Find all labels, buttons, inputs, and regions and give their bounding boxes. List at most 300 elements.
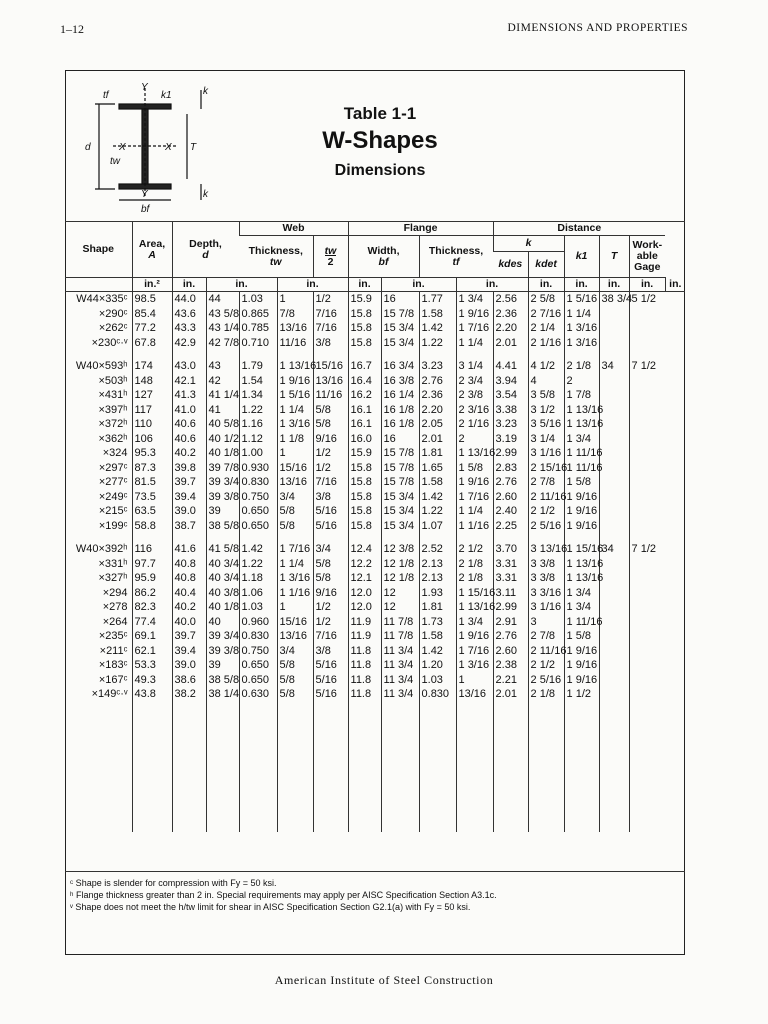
value-cell: 7/16 [313, 321, 348, 336]
value-cell: 58.8 [132, 519, 172, 534]
value-cell: 69.1 [132, 629, 172, 644]
shape-cell: ×167ᶜ [98, 673, 128, 686]
w-shape-diagram [75, 80, 215, 215]
shape-cell: ×230ᶜ·ᵛ [91, 336, 128, 349]
value-cell: 40 3/8 [206, 586, 239, 601]
value-cell: 15.8 [348, 336, 381, 351]
value-cell: 11 3/4 [381, 644, 419, 659]
value-cell: 5/8 [277, 658, 313, 673]
value-cell: 1 3/16 [564, 321, 599, 336]
value-cell: 148 [132, 374, 172, 389]
value-cell: 1/2 [313, 292, 348, 307]
value-cell: 3 3/8 [528, 557, 564, 572]
value-cell: 15 7/8 [381, 307, 419, 322]
value-cell: 82.3 [132, 600, 172, 615]
value-cell: 1.07 [419, 519, 456, 534]
col-flange-thickness: Thickness, tf [419, 236, 493, 278]
value-cell [629, 600, 665, 615]
value-cell: 2.05 [419, 417, 456, 432]
value-cell: 4 [528, 374, 564, 389]
value-cell: 2 1/4 [528, 321, 564, 336]
value-cell: 2.01 [419, 432, 456, 447]
shape-cell: W40×593ʰ [75, 360, 128, 372]
value-cell: 39.4 [172, 644, 206, 659]
value-cell: 1 9/16 [564, 644, 599, 659]
value-cell: 1 13/16 [456, 600, 493, 615]
value-cell: 2.13 [419, 557, 456, 572]
value-cell: 12 [381, 600, 419, 615]
value-cell [629, 504, 665, 519]
value-cell: 0.930 [239, 461, 277, 476]
value-cell: 1 3/16 [456, 658, 493, 673]
value-cell: 1 3/16 [277, 417, 313, 432]
value-cell: 2 7/8 [528, 629, 564, 644]
value-cell: 3 1/16 [528, 446, 564, 461]
value-cell: 1 7/16 [456, 321, 493, 336]
value-cell: 16 1/4 [381, 388, 419, 403]
value-cell: 39.0 [172, 504, 206, 519]
value-cell: 43.8 [132, 687, 172, 702]
unit-cell: in. [456, 278, 528, 292]
value-cell: 15.8 [348, 504, 381, 519]
value-cell [599, 557, 629, 572]
value-cell: 81.5 [132, 475, 172, 490]
value-cell: 11.8 [348, 673, 381, 688]
value-cell: 2 1/8 [456, 557, 493, 572]
value-cell: 53.3 [132, 658, 172, 673]
value-cell: 1.18 [239, 571, 277, 586]
value-cell [629, 336, 665, 351]
table-row [65, 557, 685, 572]
table-row [65, 571, 685, 586]
table-row [65, 403, 685, 418]
value-cell: 16 3/4 [381, 359, 419, 374]
value-cell: 3.31 [493, 557, 528, 572]
value-cell: 1 7/16 [277, 542, 313, 557]
value-cell: 1 9/16 [456, 475, 493, 490]
table-row [65, 586, 685, 601]
value-cell: 40 1/8 [206, 446, 239, 461]
value-cell [599, 673, 629, 688]
value-cell: 15 7/8 [381, 475, 419, 490]
value-cell: 39 [206, 658, 239, 673]
value-cell: 11.8 [348, 687, 381, 702]
value-cell: 62.1 [132, 644, 172, 659]
value-cell: 34 [599, 542, 629, 557]
value-cell: 1 [277, 292, 313, 307]
value-cell: 43 1/4 [206, 321, 239, 336]
value-cell: 2.91 [493, 615, 528, 630]
value-cell: 1.54 [239, 374, 277, 389]
value-cell: 41.6 [172, 542, 206, 557]
value-cell: 3/8 [313, 336, 348, 351]
value-cell: 11 3/4 [381, 687, 419, 702]
value-cell: 41.3 [172, 388, 206, 403]
table-label: Table 1-1 [343, 104, 417, 123]
value-cell: 1.03 [239, 600, 277, 615]
value-cell: 11.8 [348, 644, 381, 659]
footnote-rule [65, 871, 685, 872]
value-cell: 16 1/8 [381, 403, 419, 418]
value-cell: 1 5/8 [564, 475, 599, 490]
value-cell: 12.1 [348, 571, 381, 586]
value-cell: 3 13/16 [528, 542, 564, 557]
value-cell [629, 519, 665, 534]
value-cell: 3.94 [493, 374, 528, 389]
unit-cell: in. [348, 278, 381, 292]
value-cell: 15.8 [348, 490, 381, 505]
value-cell: 42.1 [172, 374, 206, 389]
value-cell: 15 3/4 [381, 321, 419, 336]
value-cell: 1 9/16 [456, 307, 493, 322]
value-cell: 1 13/16 [277, 359, 313, 374]
shape-cell: ×362ʰ [98, 432, 128, 445]
value-cell: 0.865 [239, 307, 277, 322]
unit-cell: in. [665, 278, 685, 292]
value-cell [629, 403, 665, 418]
value-cell: 1 9/16 [564, 673, 599, 688]
shape-cell: ×294 [102, 586, 128, 599]
value-cell: 2 15/16 [528, 461, 564, 476]
footnote-flange-thickness: ʰ Flange thickness greater than 2 in. Special requirements may apply per AISC Specification Section A3.1c. [70, 890, 497, 900]
table-row [65, 374, 685, 389]
group-separator [65, 702, 685, 832]
value-cell: 1/2 [313, 461, 348, 476]
value-cell: 15.8 [348, 475, 381, 490]
value-cell: 117 [132, 403, 172, 418]
value-cell [599, 615, 629, 630]
value-cell: 43 [206, 359, 239, 374]
shape-cell: ×211ᶜ [99, 644, 128, 657]
value-cell [629, 388, 665, 403]
col-area: Area, A [132, 222, 172, 278]
value-cell: 2.40 [493, 504, 528, 519]
value-cell: 1.03 [239, 292, 277, 307]
diagram-label-k-top: k [203, 86, 208, 97]
value-cell: 39 [206, 504, 239, 519]
value-cell: 2 11/16 [528, 490, 564, 505]
value-cell: 3.19 [493, 432, 528, 447]
value-cell: 16.4 [348, 374, 381, 389]
unit-cell-shape [65, 278, 132, 292]
col-tw-half: tw 2 [313, 236, 348, 278]
shape-cell: ×215ᶜ [98, 505, 128, 517]
value-cell: 1.79 [239, 359, 277, 374]
value-cell: 16 3/8 [381, 374, 419, 389]
value-cell: 12.0 [348, 586, 381, 601]
value-cell: 38 5/8 [206, 673, 239, 688]
value-cell [629, 417, 665, 432]
shape-cell: W40×392ʰ [75, 543, 128, 555]
value-cell [599, 446, 629, 461]
table-row [65, 359, 685, 374]
shape-cell: ×331ʰ [98, 557, 128, 570]
value-cell: 1 13/16 [564, 571, 599, 586]
value-cell: 5/8 [313, 557, 348, 572]
value-cell: 2.36 [493, 307, 528, 322]
value-cell: 9/16 [313, 432, 348, 447]
col-t: T [599, 236, 629, 278]
value-cell: 1/2 [313, 615, 348, 630]
value-cell: 5/8 [277, 504, 313, 519]
value-cell: 13/16 [313, 374, 348, 389]
value-cell: 39.7 [172, 629, 206, 644]
value-cell: 39 3/4 [206, 475, 239, 490]
value-cell: 2.01 [493, 336, 528, 351]
value-cell: 2 1/8 [564, 359, 599, 374]
value-cell: 16.0 [348, 432, 381, 447]
value-cell [599, 586, 629, 601]
value-cell [599, 388, 629, 403]
value-cell: 4 1/2 [528, 359, 564, 374]
value-cell [629, 446, 665, 461]
value-cell: 2.83 [493, 461, 528, 476]
diagram-label-x-right: X [165, 142, 172, 153]
value-cell: 1 11/16 [564, 615, 599, 630]
value-cell: 3 1/16 [528, 600, 564, 615]
value-cell: 116 [132, 542, 172, 557]
value-cell: 0.830 [239, 629, 277, 644]
value-cell: 16.7 [348, 359, 381, 374]
value-cell: 11/16 [313, 388, 348, 403]
value-cell: 73.5 [132, 490, 172, 505]
shape-cell: ×397ʰ [98, 403, 128, 416]
value-cell: 40.2 [172, 446, 206, 461]
value-cell: 2 1/8 [456, 571, 493, 586]
value-cell: 16.2 [348, 388, 381, 403]
value-cell: 1.58 [419, 629, 456, 644]
value-cell [599, 600, 629, 615]
value-cell: 2 1/2 [528, 658, 564, 673]
value-cell: 1.42 [419, 490, 456, 505]
diagram-label-k1: k1 [161, 90, 172, 101]
unit-cell: in. [277, 278, 348, 292]
value-cell: 1.58 [419, 307, 456, 322]
value-cell: 3/4 [313, 542, 348, 557]
table-row [65, 504, 685, 519]
value-cell: 2.99 [493, 446, 528, 461]
value-cell: 98.5 [132, 292, 172, 307]
value-cell: 16 1/8 [381, 417, 419, 432]
value-cell: 12.4 [348, 542, 381, 557]
col-web: Web [239, 222, 348, 236]
shape-cell: ×290ᶜ [98, 307, 128, 320]
value-cell: 3 5/16 [528, 417, 564, 432]
value-cell: 39 3/8 [206, 490, 239, 505]
col-web-thickness: Thickness, tw [239, 236, 313, 278]
value-cell: 1 [456, 673, 493, 688]
value-cell: 0.650 [239, 658, 277, 673]
value-cell: 1 13/16 [456, 446, 493, 461]
value-cell: 0.750 [239, 490, 277, 505]
value-cell: 0.785 [239, 321, 277, 336]
value-cell: 5/8 [313, 417, 348, 432]
value-cell: 2.76 [493, 475, 528, 490]
table-row [65, 475, 685, 490]
value-cell: 12 3/8 [381, 542, 419, 557]
value-cell: 15/16 [313, 359, 348, 374]
value-cell: 2 [456, 432, 493, 447]
value-cell: 13/16 [277, 629, 313, 644]
value-cell: 2.13 [419, 571, 456, 586]
diagram-label-x-left: X [119, 142, 126, 153]
value-cell: 40.6 [172, 417, 206, 432]
value-cell: 1 9/16 [564, 504, 599, 519]
value-cell: 1 15/16 [456, 586, 493, 601]
shape-cell: ×277ᶜ [98, 476, 128, 488]
value-cell: 110 [132, 417, 172, 432]
value-cell: 1 [277, 600, 313, 615]
value-cell: 3/4 [277, 644, 313, 659]
shape-cell: ×262ᶜ [98, 322, 128, 334]
unit-cell: in. [172, 278, 206, 292]
diagram-label-d: d [85, 142, 91, 153]
value-cell: 11.9 [348, 629, 381, 644]
table-subtitle: Dimensions [334, 162, 426, 179]
value-cell: 5/16 [313, 504, 348, 519]
value-cell: 1 11/16 [564, 446, 599, 461]
value-cell: 2 3/16 [456, 403, 493, 418]
value-cell: 3 1/4 [528, 432, 564, 447]
value-cell: 0.710 [239, 336, 277, 351]
value-cell: 5/16 [313, 687, 348, 702]
value-cell: 15.9 [348, 446, 381, 461]
value-cell: 1.42 [419, 644, 456, 659]
value-cell: 4.41 [493, 359, 528, 374]
value-cell: 11.9 [348, 615, 381, 630]
value-cell: 12 1/8 [381, 557, 419, 572]
value-cell: 1 3/4 [456, 292, 493, 307]
value-cell: 1.16 [239, 417, 277, 432]
table-row [65, 542, 685, 557]
value-cell: 13/16 [456, 687, 493, 702]
value-cell [599, 336, 629, 351]
value-cell: 40.0 [172, 615, 206, 630]
value-cell: 38 5/8 [206, 519, 239, 534]
value-cell: 13/16 [277, 475, 313, 490]
value-cell: 40 3/4 [206, 571, 239, 586]
value-cell [599, 490, 629, 505]
value-cell: 2.52 [419, 542, 456, 557]
table-row [65, 461, 685, 476]
value-cell: 1 5/16 [277, 388, 313, 403]
value-cell: 3/4 [277, 490, 313, 505]
value-cell: 38 1/4 [206, 687, 239, 702]
value-cell: 1.73 [419, 615, 456, 630]
table-row [65, 658, 685, 673]
value-cell: 40.8 [172, 571, 206, 586]
table-name: W-Shapes [322, 127, 438, 154]
value-cell: 2 1/16 [528, 336, 564, 351]
value-cell: 2.99 [493, 600, 528, 615]
value-cell: 12.2 [348, 557, 381, 572]
value-cell: 2 7/16 [528, 307, 564, 322]
value-cell: 39.4 [172, 490, 206, 505]
shape-cell: ×264 [102, 615, 128, 628]
value-cell: 1 9/16 [564, 519, 599, 534]
value-cell: 39 3/8 [206, 644, 239, 659]
value-cell: 5/16 [313, 658, 348, 673]
value-cell: 1 1/8 [277, 432, 313, 447]
col-kdet: kdet [528, 252, 564, 278]
running-head: DIMENSIONS AND PROPERTIES [507, 22, 688, 34]
value-cell: 15.8 [348, 519, 381, 534]
diagram-label-bf: bf [141, 204, 150, 215]
value-cell: 34 [599, 359, 629, 374]
value-cell: 127 [132, 388, 172, 403]
value-cell: 2.76 [419, 374, 456, 389]
value-cell [629, 321, 665, 336]
value-cell: 39.0 [172, 658, 206, 673]
diagram-label-tw: tw [110, 156, 120, 167]
value-cell: 41 [206, 403, 239, 418]
value-cell: 40 [206, 615, 239, 630]
value-cell: 1 9/16 [564, 490, 599, 505]
value-cell: 1 1/16 [277, 586, 313, 601]
col-flange-width: Width, bf [348, 236, 419, 278]
table-row [65, 519, 685, 534]
value-cell: 43.6 [172, 307, 206, 322]
value-cell: 15 3/4 [381, 490, 419, 505]
value-cell: 39.7 [172, 475, 206, 490]
unit-cell: in. [206, 278, 277, 292]
diagram-label-y-bottom: Y [141, 189, 148, 200]
col-shape: Shape [65, 222, 132, 278]
units-row [65, 278, 685, 292]
shape-cell: ×199ᶜ [98, 519, 128, 532]
value-cell: 0.650 [239, 519, 277, 534]
value-cell [599, 417, 629, 432]
unit-cell: in. [564, 278, 599, 292]
value-cell: 3/8 [313, 490, 348, 505]
value-cell: 12.0 [348, 600, 381, 615]
value-cell [599, 658, 629, 673]
value-cell: 0.750 [239, 644, 277, 659]
value-cell: 86.2 [132, 586, 172, 601]
value-cell: 2.60 [493, 644, 528, 659]
value-cell [599, 571, 629, 586]
shape-cell: W44×335ᶜ [76, 293, 128, 305]
value-cell: 44 [206, 292, 239, 307]
value-cell: 1 9/16 [277, 374, 313, 389]
value-cell: 1.06 [239, 586, 277, 601]
value-cell [629, 586, 665, 601]
value-cell [629, 629, 665, 644]
value-cell: 9/16 [313, 586, 348, 601]
value-cell: 43.0 [172, 359, 206, 374]
value-cell: 1 1/4 [564, 307, 599, 322]
value-cell: 95.9 [132, 571, 172, 586]
value-cell: 7 1/2 [629, 359, 665, 374]
value-cell: 42.9 [172, 336, 206, 351]
shape-cell: ×235ᶜ [98, 630, 128, 642]
value-cell [629, 658, 665, 673]
value-cell: 7/16 [313, 629, 348, 644]
value-cell: 40 1/2 [206, 432, 239, 447]
value-cell: 2.56 [493, 292, 528, 307]
value-cell: 77.2 [132, 321, 172, 336]
value-cell: 16 [381, 432, 419, 447]
value-cell: 1 1/4 [456, 504, 493, 519]
value-cell: 3 5/8 [528, 388, 564, 403]
value-cell: 2.01 [493, 687, 528, 702]
value-cell: 1 1/4 [277, 557, 313, 572]
value-cell: 1 13/16 [564, 417, 599, 432]
value-cell: 2.60 [493, 490, 528, 505]
value-cell: 15 7/8 [381, 461, 419, 476]
value-cell: 2 1/2 [528, 504, 564, 519]
value-cell [599, 461, 629, 476]
